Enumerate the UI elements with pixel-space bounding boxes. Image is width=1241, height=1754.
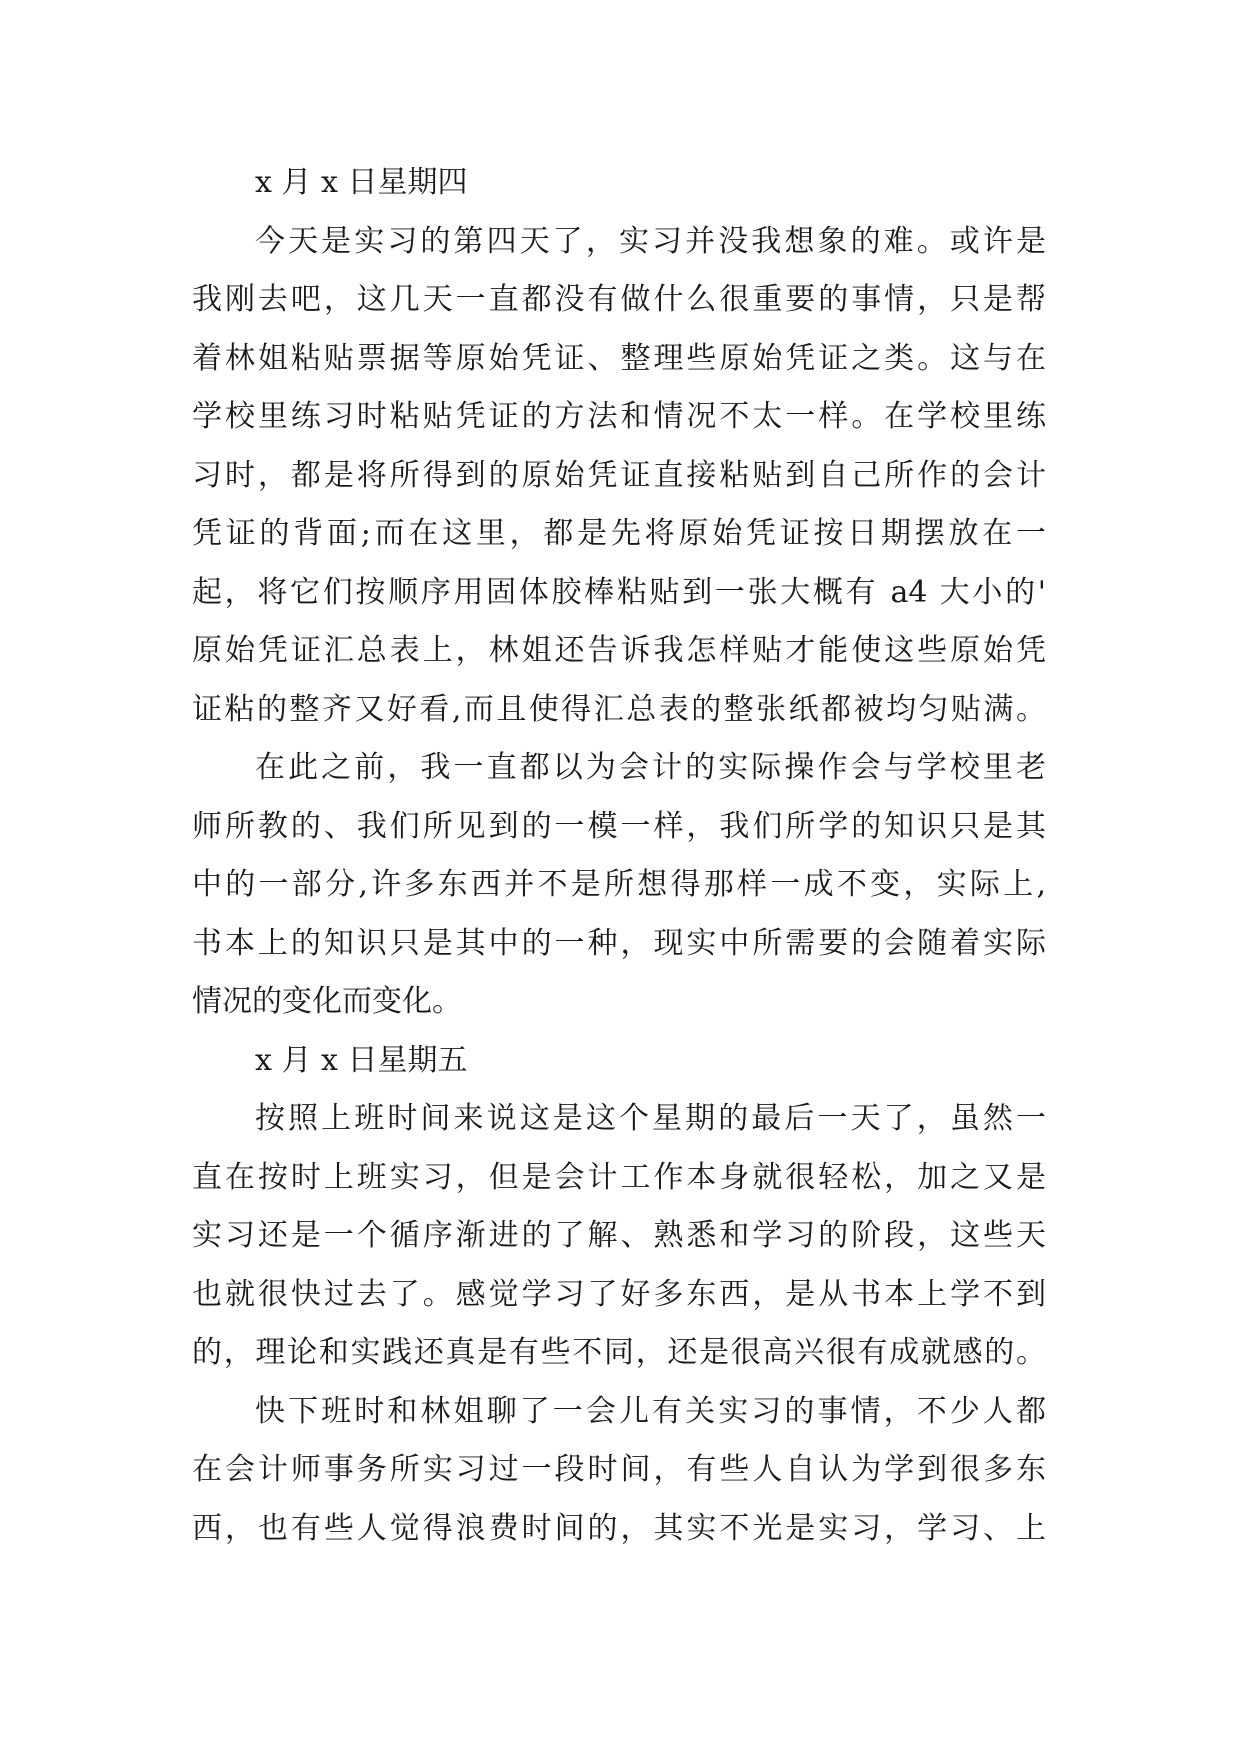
paragraph-line: 按照上班时间来说这是这个星期的最后一天了，虽然一: [255, 1101, 1046, 1136]
paragraph-line: 实习还是一个循序渐进的了解、熟悉和学习的阶段，这些天: [192, 1218, 1046, 1253]
paragraph-line: 在此之前，我一直都以为会计的实际操作会与学校里老: [255, 750, 1046, 785]
paragraph-line: 情况的变化而变化。: [192, 984, 462, 1019]
paragraph-line: 西，也有些人觉得浪费时间的，其实不光是实习，学习、上: [192, 1510, 1046, 1546]
paragraph-line: 原始凭证汇总表上，林姐还告诉我怎样贴才能使这些原始凭: [192, 633, 1046, 668]
paragraph-line: 凭证的背面;而在这里，都是先将原始凭证按日期摆放在一: [192, 516, 1046, 551]
paragraph-line: 着林姐粘贴票据等原始凭证、整理些原始凭证之类。这与在: [192, 340, 1046, 376]
paragraph-line: 在会计师事务所实习过一段时间，有些人自认为学到很多东: [192, 1452, 1046, 1487]
date-heading-friday: x 月 x 日星期五: [255, 1042, 468, 1078]
paragraph-line: 书本上的知识只是其中的一种，现实中所需要的会随着实际: [192, 925, 1046, 961]
paragraph-line: 也就很快过去了。感觉学习了好多东西，是从书本上学不到: [192, 1276, 1046, 1312]
paragraph-line: 的，理论和实践还真是有些不同，还是很高兴很有成就感的。: [192, 1335, 1046, 1370]
paragraph-line: 习时，都是将所得到的原始凭证直接粘贴到自己所作的会计: [192, 457, 1046, 493]
paragraph-line: 快下班时和林姐聊了一会儿有关实习的事情，不少人都: [255, 1393, 1046, 1429]
paragraph-line: 师所教的、我们所见到的一模一样，我们所学的知识只是其: [192, 808, 1046, 844]
paragraph-line: 中的一部分,许多东西并不是所想得那样一成不变，实际上,: [192, 867, 1046, 902]
paragraph-line: 直在按时上班实习，但是会计工作本身就很轻松，加之又是: [192, 1159, 1046, 1195]
paragraph-line: 今天是实习的第四天了，实习并没我想象的难。或许是: [255, 223, 1046, 259]
paragraph-line: 学校里练习时粘贴凭证的方法和情况不太一样。在学校里练: [192, 399, 1046, 434]
date-heading-thursday: x 月 x 日星期四: [255, 165, 468, 200]
paragraph-line: 起，将它们按顺序用固体胶棒粘贴到一张大概有 a4 大小的': [192, 574, 1046, 610]
paragraph-line: 证粘的整齐又好看,而且使得汇总表的整张纸都被均匀贴满。: [192, 691, 1046, 727]
document-body: [192, 154, 1046, 1558]
paragraph-line: 我刚去吧，这几天一直都没有做什么很重要的事情，只是帮: [192, 282, 1046, 317]
